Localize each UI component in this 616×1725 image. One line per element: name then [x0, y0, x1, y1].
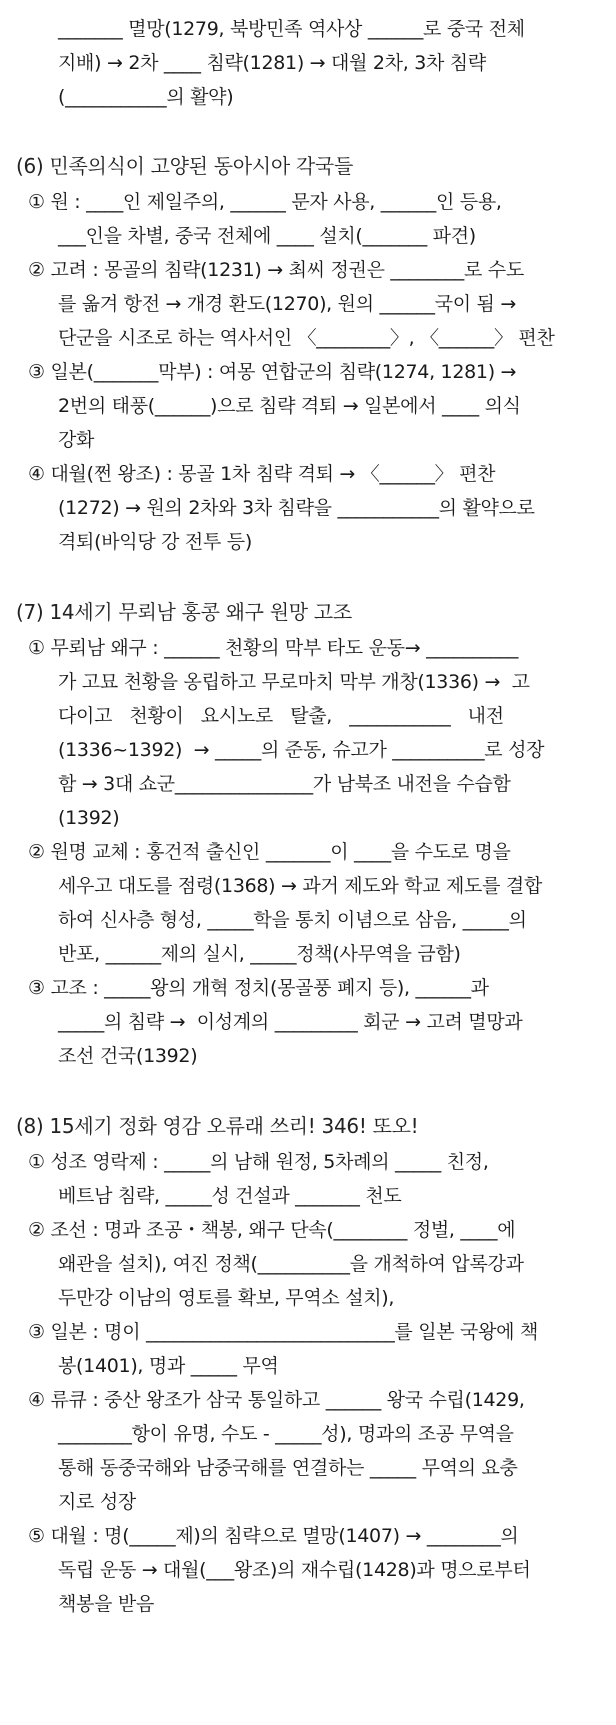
- text-line: 세우고 대도를 점령(1368) → 과거 제도와 학교 제도를 결합: [58, 875, 542, 897]
- text-line: 조선 건국(1392): [58, 1045, 198, 1067]
- text-line: 가 고묘 천황을 옹립하고 무로마치 막부 개창(1336) → 고: [58, 671, 530, 693]
- text-line: 2번의 태풍(______)으로 침략 격퇴 → 일본에서 ____ 의식: [58, 395, 521, 417]
- text-line: (1336~1392) → _____의 준동, 슈고가 __________로 성장: [58, 739, 545, 761]
- text-line: 지배) → 2차 ____ 침략(1281) → 대월 2차, 3차 침략: [58, 52, 486, 74]
- text-line: 두만강 이남의 영토를 확보, 무역소 설치),: [58, 1287, 395, 1309]
- section-heading-6: (6) 민족의식이 고양된 동아시아 각국들: [16, 154, 353, 178]
- list-item-8-5: ⑤ 대월 : 명(_____제)의 침략으로 멸망(1407) → ________의: [28, 1525, 519, 1547]
- text-line: 통해 동중국해와 남중국해를 연결하는 _____ 무역의 요충: [58, 1457, 518, 1479]
- list-item-8-2: ② 조선 : 명과 조공・책봉, 왜구 단속(________ 정벌, ____에: [28, 1219, 516, 1241]
- text-line: (1392): [58, 807, 120, 829]
- text-line: 지로 성장: [58, 1491, 136, 1513]
- list-item-7-2: ② 원명 교체 : 홍건적 출신인 _______이 ____을 수도로 명을: [28, 841, 511, 863]
- text-line: 격퇴(바익당 강 전투 등): [58, 531, 252, 553]
- list-item-6-2: ② 고려 : 몽골의 침략(1231) → 최씨 정권은 ________로 수도: [28, 259, 524, 281]
- text-line: (1272) → 원의 2차와 3차 침략을 ___________의 활약으로: [58, 497, 535, 519]
- list-item-8-4: ④ 류큐 : 중산 왕조가 삼국 통일하고 ______ 왕국 수립(1429,: [28, 1389, 525, 1411]
- text-line: 다이고 천황이 요시노로 탈출, ___________ 내전: [58, 705, 504, 727]
- text-line: 왜관을 설치), 여진 정책(__________을 개척하여 압록강과: [58, 1253, 524, 1275]
- text-line: 함 → 3대 쇼군_______________가 남북조 내전을 수습함: [58, 773, 511, 795]
- text-line: _______ 멸망(1279, 북방민족 역사상 ______로 중국 전체: [58, 18, 525, 40]
- text-line: 책봉을 받음: [58, 1593, 155, 1615]
- text-line: 봉(1401), 명과 _____ 무역: [58, 1355, 279, 1377]
- list-item-6-4: ④ 대월(쩐 왕조) : 몽골 1차 침략 격퇴 → 〈______〉 편찬: [28, 463, 496, 485]
- list-item-6-3: ③ 일본(_______막부) : 여몽 연합군의 침략(1274, 1281) →: [28, 361, 517, 383]
- text-line: ________항이 유명, 수도 - _____성), 명과의 조공 무역을: [58, 1423, 514, 1445]
- text-line: (___________의 활약): [58, 86, 234, 108]
- text-line: 반포, ______제의 실시, _____정책(사무역을 금함): [58, 943, 461, 965]
- list-item-8-3: ③ 일본 : 명이 ___________________________를 일본 국왕에 책: [28, 1321, 539, 1343]
- list-item-6-1: ① 원 : ____인 제일주의, ______ 문자 사용, ______인 등용,: [28, 191, 502, 213]
- text-line: 베트남 침략, _____성 건설과 _______ 천도: [58, 1185, 402, 1207]
- section-heading-8: (8) 15세기 정화 영감 오류래 쓰리! 346! 또오!: [16, 1114, 419, 1138]
- section-heading-7: (7) 14세기 무뢰남 홍콩 왜구 원망 고조: [16, 600, 352, 624]
- text-line: 독립 운동 → 대월(___왕조)의 재수립(1428)과 명으로부터: [58, 1559, 531, 1581]
- text-line: 를 옮겨 항전 → 개경 환도(1270), 원의 ______국이 됨 →: [58, 293, 516, 315]
- text-line: _____의 침략 → 이성계의 _________ 회군 → 고려 멸망과: [58, 1011, 523, 1033]
- list-item-8-1: ① 성조 영락제 : _____의 남해 원정, 5차례의 _____ 친정,: [28, 1151, 489, 1173]
- list-item-7-3: ③ 고조 : _____왕의 개혁 정치(몽골풍 폐지 등), ______과: [28, 977, 489, 999]
- text-line: ___인을 차별, 중국 전체에 ____ 설치(_______ 파견): [58, 225, 476, 247]
- text-line: 단군을 시조로 하는 역사서인 〈________〉, 〈______〉 편찬: [58, 327, 555, 349]
- text-line: 강화: [58, 429, 95, 451]
- list-item-7-1: ① 무뢰남 왜구 : ______ 천황의 막부 타도 운동→ __________: [28, 637, 519, 659]
- text-line: 하여 신사층 형성, _____학을 통치 이념으로 삼음, _____의: [58, 909, 527, 931]
